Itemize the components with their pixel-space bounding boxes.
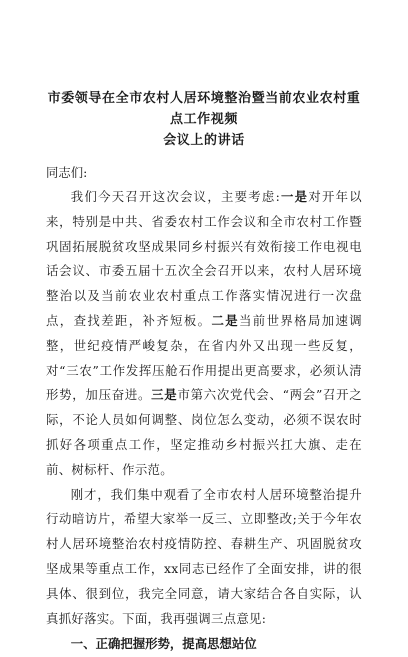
- title-line-2: 会议上的讲话: [163, 133, 245, 148]
- paragraph-1-text-3: 当前世界格局加速调整，世纪疫情严峻复杂，在省内外又出现一些反复，对“三农”工作发挥压舱石作用提出更高要求，必须认清形势，加压奋进。: [46, 312, 362, 403]
- point-one-label: 一是: [280, 189, 309, 204]
- point-two-label: 二是: [211, 312, 240, 328]
- salutation: 同志们:: [46, 165, 88, 180]
- paragraph-1: [46, 185, 362, 483]
- paragraph-1-text-1: 我们今天召开这次会议，主要考虑:: [70, 189, 281, 204]
- section-heading-1: 一、正确把握形势，提高思想站位: [70, 636, 257, 652]
- paragraph-1-text-2: 对开年以来，特别是中共、省委农村工作会议和全市农村工作暨巩固拓展脱贫攻坚成果同乡村振兴有效衔接工作电视电话会议、市委五届十五次全会召开以来，农村人居环境整治以及当前农业农村重点工作落实情况进行一次盘点，查找差距，补齐短板。: [46, 189, 362, 328]
- paragraph-1-text-4: 市第六次党代会、“两会”召开之际，不论人员如何调整、岗位怎么变动，必须不误农时抓好各项重点工作，坚定推动乡村振兴扛大旗、走在前、树标杆、作示范。: [46, 387, 363, 477]
- point-three-label: 三是: [151, 387, 178, 403]
- paragraph-2: 刚才，我们集中观看了全市农村人居环境整治提升行动暗访片，希望大家举一反三、立即整改;关于今年农村人居环境整治农村疫情防控、春耕生产、巩固脱贫攻坚成果等重点工作，xx同志已经作了全面安排，讲的很具体、很到位，我完全同意，请大家结合各自实际，认真抓好落实。下面，我再强调三点意见:: [46, 486, 362, 626]
- title-line-1: 市委领导在全市农村人居环境整治暨当前农业农村重点工作视频: [47, 91, 361, 127]
- document-title: [46, 88, 362, 151]
